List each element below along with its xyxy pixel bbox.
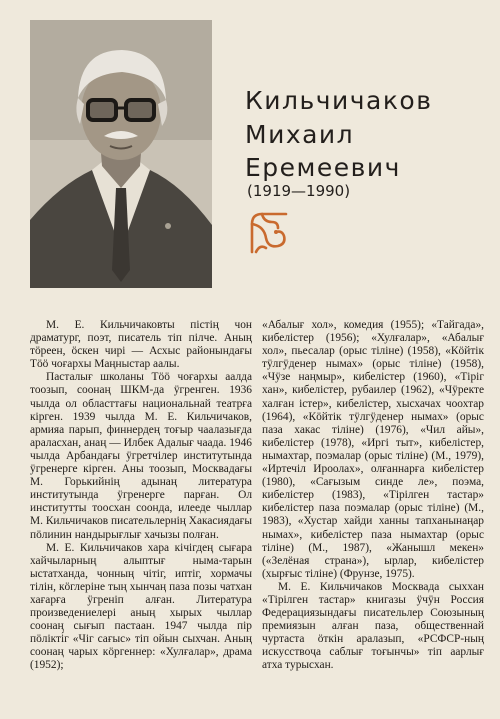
ornament-icon	[246, 208, 290, 256]
paragraph: Пасталығ школаны Тӧӧ чоғархы аалда тоозып, соонаң ШКМ-да ӱгренген. 1936 чылда ол областтағы национальнай театрға кірген. 1939 чылда М. Е. Кильчичаков, армияа парып, финнердең тоғыр чаалазығда араласхан, анаң — Илбек Адалығ чаада. 1946 чылда Арбандағы ӱгретчілер институтында ӱгренерге кірген. Аны тоозып, Москвадағы М. Горькийнің адынаң литература институтында ӱгренерге парған. Ол институтты тоосхан соонда, илееде чыллар М. Кильчичаков писательлернің Хакасиядағы пӧлинин нандырығлығ хачызы полған.	[30, 371, 252, 541]
portrait-photo	[30, 20, 212, 288]
author-years: (1919—1990)	[247, 182, 351, 200]
text-column-left	[30, 319, 252, 673]
paragraph: М. Е. Кильчичаков хара кічігдең сығара хайчыларның алыптығ ныма-тарын ыстатханда, чонның чітіг, иптіг, хормачы тілін, кӧглеріне тың хынчаң паза позы чатхан хағарға ӱгреніп алған. Литература произведениелері аның хырых чыллар соонаң сығып пастаан. 1947 чылда пір пӧлікті́г «Чіг сағыс» тіп ойын сыхчан. Аның соонаң чарых кӧргеннер: «Хулғалар», драма (1952);	[30, 541, 252, 672]
text-column-right	[262, 319, 484, 673]
author-first-name: Михаил	[245, 120, 355, 149]
author-patronymic: Еремеевич	[245, 153, 401, 182]
paragraph: «Абалығ хол», комедия (1955); «Тайгада», кибелістер (1956); «Хулғалар», «Абалығ хол», пьесалар (орыс тіліне) (1958), «Кӧйтік тӱлгӱденер нымах» (орыс тіліне) (1958), «Чӱзе наңмыр», кибелістер (1960), «Тіріг хан», кибелістер, рубаилер (1962), «Чӱректе халған істер», кибелістер, хысхачах чоохтар (1964), «Кӧйтік тӱлгӱденер нымах» (орыс паза хакас тіліне) (1976), «Чил айы», кибелістер (1978), «Иргі тыт», кибелістер, нымахтар, поэмалар (орыс тіліне) (М., 1979), «Иртечіл Ироолах», олғаннарға кибелістер (1980), «Сағызым синде ле», поэма, кибелістер (1983), «Тірілген тастар» кибелістер паза поэмалар (орыс тіліне) (М., 1983), «Хустар хайди ханны тапханынаңар нымах», кибелістер паза нымахтар (орыс тіліне) (М., 1987), «Жанышл мекен» («Зелёная страна»), ырлар, кибелістер (хырғыс тіліне) (Фрунзе, 1975).	[262, 319, 484, 580]
paragraph: М. Е. Кильчичаков Москвада сыххан «Тірілген тастар» книгазы ӱчӱн Россия Федерациязындағы писательлер Союзының премиязын алған паза, общественнай чуртаста ӧткін аралазып, «РСФСР-ның искусствоҷа саблығ тоғынчы» тіп аарлығ атха турысхан.	[262, 580, 484, 672]
portrait-illustration	[30, 20, 212, 288]
paragraph: М. Е. Кильчичаковты пістің чон драматург, поэт, писатель тіп пілче. Аның тӧреен, ӧскен чирі — Асхыс районындағы Тӧӧ чоғархы Мaңныстар аалы.	[30, 319, 252, 371]
author-surname: Кильчичаков	[245, 86, 433, 115]
